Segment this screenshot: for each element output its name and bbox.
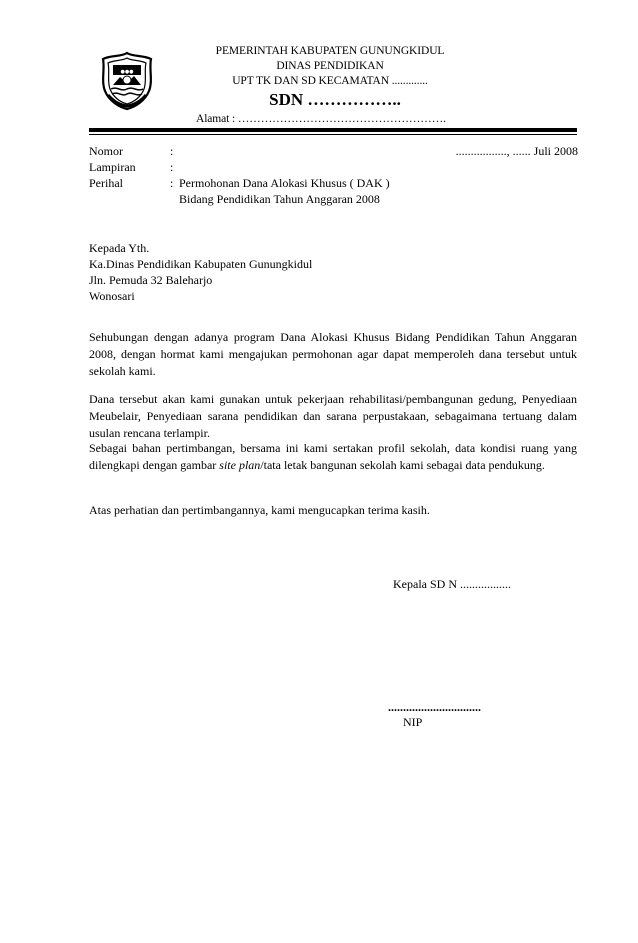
letterhead-government: PEMERINTAH KABUPATEN GUNUNGKIDUL [215,45,445,57]
recipient-office: Ka.Dinas Pendidikan Kabupaten Gunungkidul [89,257,313,271]
recipient-greeting: Kepada Yth. [89,241,150,255]
body-paragraph-3 [89,440,577,474]
letterhead-address: Alamat : ………………………………………………. [196,113,446,125]
letterhead-department: DINAS PENDIDIKAN [276,60,384,72]
perihal-line-1: Permohonan Dana Alokasi Khusus ( DAK ) [179,176,390,190]
nomor-colon: : [170,144,174,158]
letterhead-upt: UPT TK DAN SD KECAMATAN ............. [232,75,428,87]
site-plan-term: site plan [219,458,261,472]
body-paragraph-3-tail: /tata letak bangunan sekolah kami sebagai data pendukung. [260,458,545,472]
lampiran-label: Lampiran [89,160,136,174]
lampiran-colon: : [170,160,174,174]
perihal-label: Perihal [89,176,123,190]
svg-text:●●●: ●●● [120,69,134,75]
recipient-city: Wonosari [89,289,135,303]
letterhead-school-name: SDN …………….. [269,90,401,109]
signatory-nip: NIP [403,715,423,729]
perihal-line-2: Bidang Pendidikan Tahun Anggaran 2008 [179,192,380,206]
perihal-colon: : [170,176,174,190]
body-paragraph-1: Sehubungan dengan adanya program Dana Alokasi Khusus Bidang Pendidikan Tahun Anggaran 2008, dengan hormat kami mengajukan permohonan agar dapat memperoleh dana tersebut untuk sekolah kami. [89,330,577,378]
signatory-name-placeholder: ............................... [388,700,481,714]
letterhead-divider-thick [89,128,577,132]
body-paragraph-closing: Atas perhatian dan pertimbangannya, kami mengucapkan terima kasih. [89,503,430,517]
body-paragraph-3-text: Sebagai bahan pertimbangan, bersama ini kami sertakan profil sekolah, data kondisi ruang yang dilengkapi dengan gambar [89,441,577,472]
letterhead-divider-thin [89,134,577,135]
signatory-title: Kepala SD N ................. [393,577,511,591]
nomor-label: Nomor [89,144,123,158]
gunungkidul-emblem-icon [99,51,155,111]
body-paragraph-2: Dana tersebut akan kami gunakan untuk pekerjaan rehabilitasi/pembangunan gedung, Penyediaan Meubelair, Penyediaan sarana pendidikan dan sarana perpustakaan, sebagaimana tertuang dalam usulan rencana terlampir. [89,392,577,440]
recipient-street: Jln. Pemuda 32 Baleharjo [89,273,213,287]
letter-date: ................., ...... Juli 2008 [455,144,578,158]
